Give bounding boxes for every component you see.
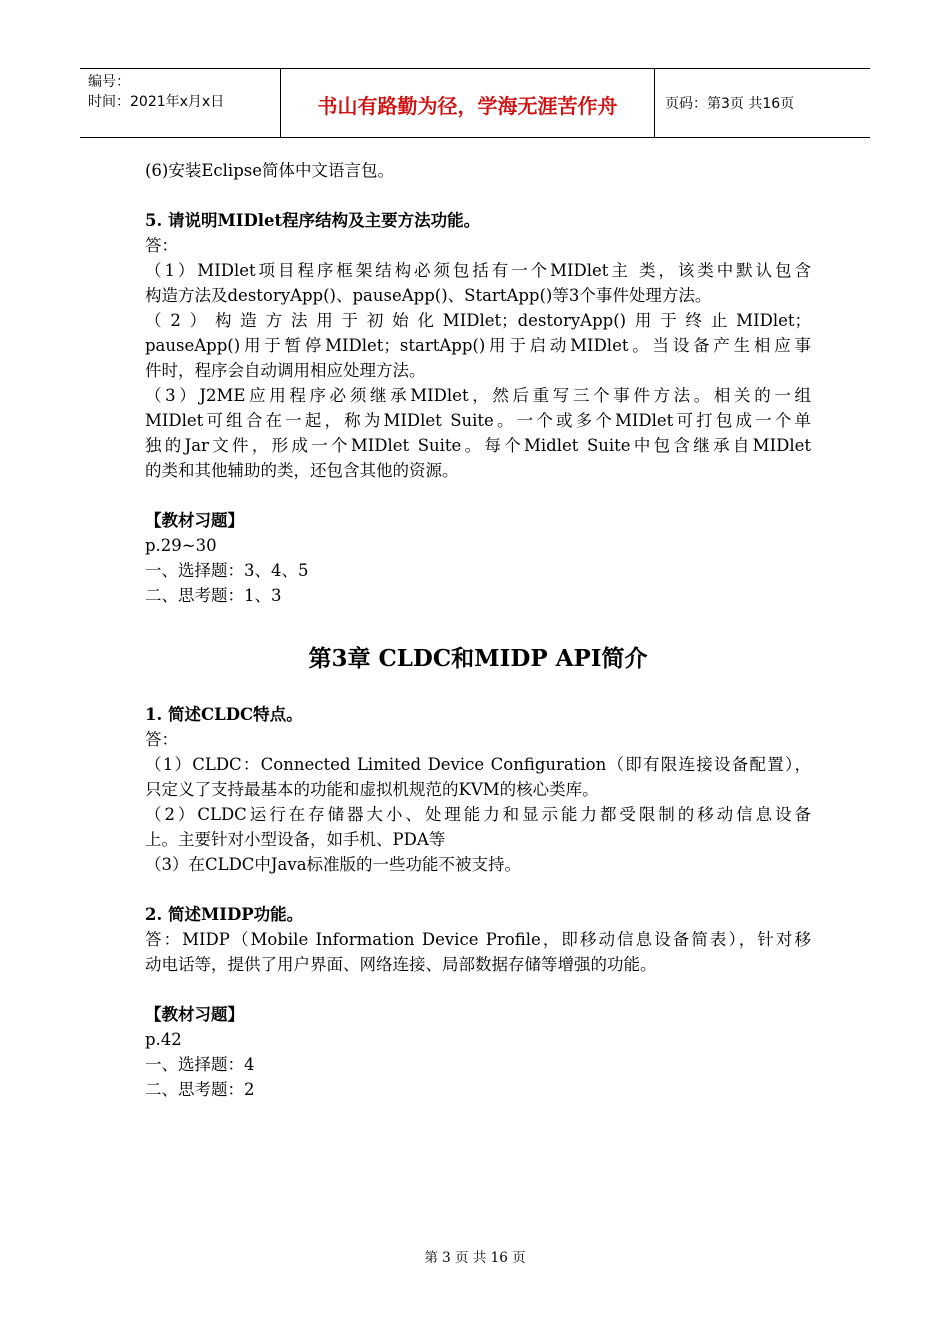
q5-line: pauseApp()用于暂停MIDlet；startApp()用于启动MIDlet。当设备产生相应事: [145, 336, 811, 355]
q5-line: MIDlet可组合在一起，称为MIDlet Suite。一个或多个MIDlet可打包成一个单: [145, 411, 811, 430]
header-meta: [80, 69, 281, 137]
page-footer: 第 3 页 共 16 页: [424, 1250, 526, 1266]
q5-line: 件时，程序会自动调用相应处理方法。: [145, 361, 426, 380]
q1-line: （2）CLDC运行在存储器大小、处理能力和显示能力都受限制的移动信息设备: [145, 805, 811, 824]
q1-line: 只定义了支持最基本的功能和虚拟机规范的KVM的核心类库。: [145, 780, 599, 799]
header-number-label: 编号：: [88, 74, 130, 90]
q5-line: （3）J2ME应用程序必须继承MIDlet，然后重写三个事件方法。相关的一组: [145, 386, 811, 405]
q2-line: 答：MIDP（Mobile Information Device Profile，即移动信息设备简表），针对移: [145, 930, 811, 949]
header-time-label: 时间：2021年x月x日: [88, 94, 225, 110]
q1-line: 上。主要针对小型设备，如手机、PDA等: [145, 830, 446, 849]
header-page-info: 页码：第3页 共16页: [665, 96, 795, 112]
chapter-title: 第3章 CLDC和MIDP API简介: [308, 645, 648, 672]
q1-line: （1）CLDC：Connected Limited Device Configuration（即有限连接设备配置），: [145, 755, 811, 774]
exercise-1-think: 二、思考题：1、3: [145, 586, 282, 605]
page-header: [80, 68, 870, 138]
exercise-1-title: 【教材习题】: [145, 511, 244, 530]
question-2-title: 2. 简述MIDP功能。: [145, 905, 304, 924]
exercise-1-choice: 一、选择题：3、4、5: [145, 561, 309, 580]
exercise-2-title: 【教材习题】: [145, 1005, 244, 1024]
q2-line: 动电话等，提供了用户界面、网络连接、局部数据存储等增强的功能。: [145, 955, 657, 974]
exercise-2-choice: 一、选择题：4: [145, 1055, 255, 1074]
question-1-title: 1. 简述CLDC特点。: [145, 705, 303, 724]
q5-line: 构造方法及destoryApp()、pauseApp()、StartApp()等3个事件处理方法。: [145, 286, 712, 305]
question-5-answer-label: 答：: [145, 236, 178, 255]
exercise-2-pages: p.42: [145, 1030, 182, 1049]
exercise-2-think: 二、思考题：2: [145, 1080, 255, 1099]
q5-line: （1）MIDlet项目程序框架结构必须包括有一个MIDlet主 类，该类中默认包含: [145, 261, 811, 280]
exercise-1-pages: p.29~30: [145, 536, 217, 555]
header-motto: 书山有路勤为径，学海无涯苦作舟: [281, 69, 655, 137]
install-step-6: (6)安装Eclipse简体中文语言包。: [145, 161, 395, 180]
q1-line: （3）在CLDC中Java标准版的一些功能不被支持。: [145, 855, 522, 874]
question-5-title: 5. 请说明MIDlet程序结构及主要方法功能。: [145, 211, 481, 230]
question-1-answer-label: 答：: [145, 730, 178, 749]
q5-line: （2）构造方法用于初始化MIDlet；destoryApp()用于终止MIDlet；: [145, 311, 811, 330]
q5-line: 独的Jar文件，形成一个MIDlet Suite。每个Midlet Suite中包含继承自MIDlet: [145, 436, 811, 455]
q5-line: 的类和其他辅助的类，还包含其他的资源。: [145, 461, 459, 480]
document-body: [145, 158, 811, 1102]
